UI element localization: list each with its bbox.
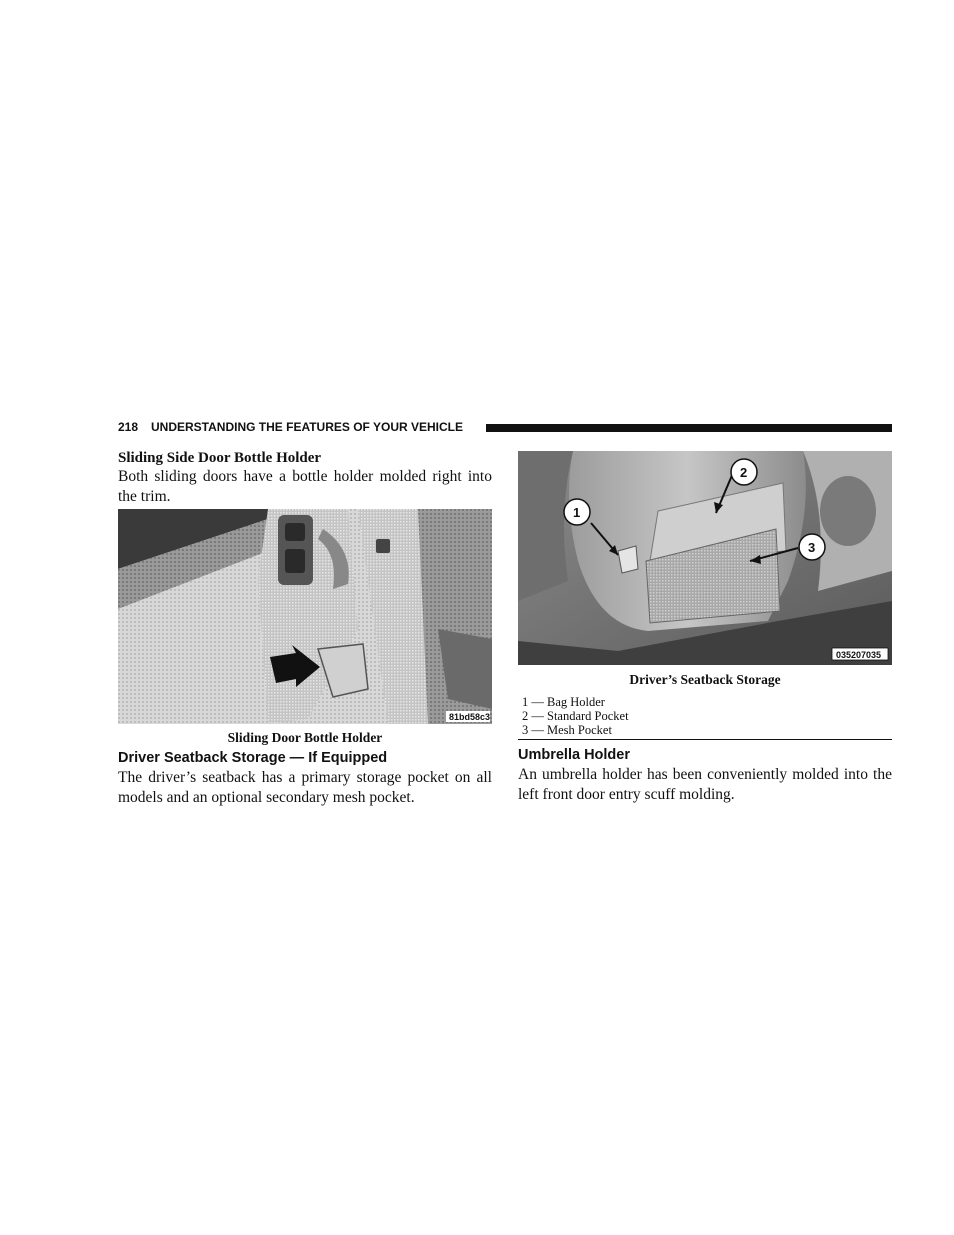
page-number: 218 [118,420,139,434]
umbrella-holder-text: An umbrella holder has been conveniently molded into the left front door entry scuff molding. [518,766,892,803]
umbrella-holder-heading: Umbrella Holder [518,747,630,763]
figure-caption: Sliding Door Bottle Holder [227,730,383,745]
page-header [118,419,892,435]
legend-item: 1 — Bag Holder [522,695,605,709]
figure-legend [522,695,892,737]
sliding-door-bottle-holder-figure [118,509,492,724]
header-rule [486,424,892,432]
figure-caption: Driver’s Seatback Storage [629,672,781,687]
callout-3: 3 [808,540,816,555]
bottle-holder-heading: Sliding Side Door Bottle Holder [118,450,322,466]
legend-item: 3 — Mesh Pocket [522,723,612,737]
callout-1: 1 [573,505,581,520]
drivers-seatback-storage-figure [518,451,892,665]
legend-rule [518,739,892,740]
callout-2: 2 [740,465,748,480]
seatback-storage-heading: Driver Seatback Storage — If Equipped [118,750,388,766]
figure-code: 81bd58c3 [449,712,491,722]
figure-code: 035207035 [836,650,882,660]
seatback-storage-text: The driver’s seatback has a primary storage pocket on all models and an optional secondary mesh pocket. [118,769,492,806]
bottle-holder-text: Both sliding doors have a bottle holder molded right into the trim. [118,468,492,505]
section-title: UNDERSTANDING THE FEATURES OF YOUR VEHICLE [151,420,464,434]
legend-item: 2 — Standard Pocket [522,709,629,723]
